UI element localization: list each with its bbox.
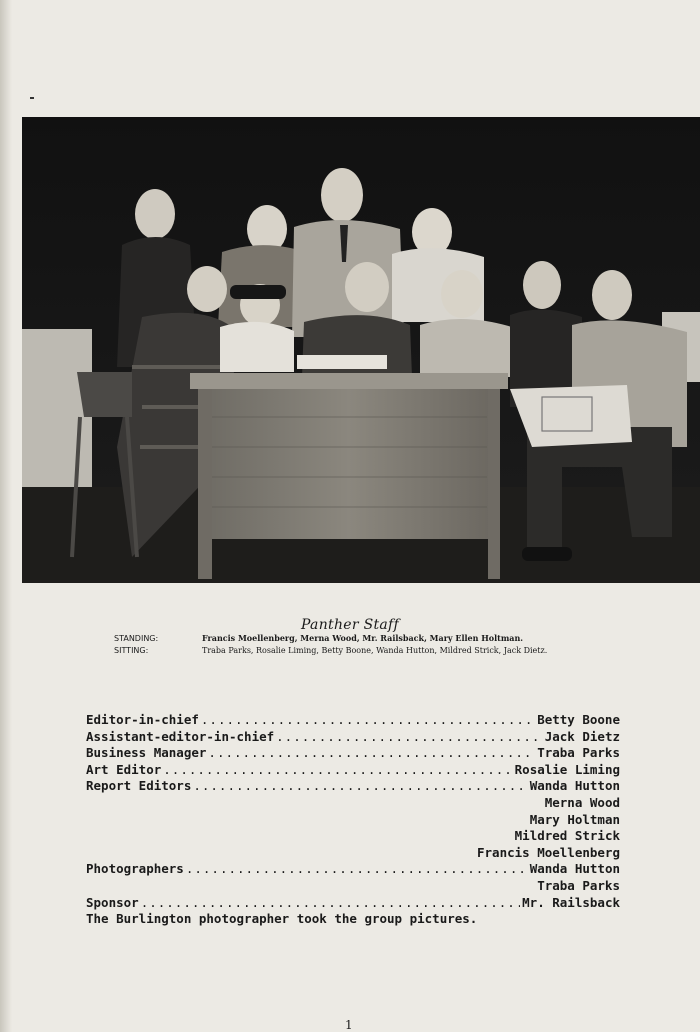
standing-names: Francis Moellenberg, Merna Wood, Mr. Railsback, Mary Ellen Holtman. bbox=[202, 633, 524, 643]
leader-dots bbox=[186, 861, 528, 876]
standing-label: STANDING: bbox=[114, 634, 159, 643]
staff-row bbox=[86, 729, 620, 746]
staff-role: Sponsor bbox=[86, 894, 139, 910]
staff-row bbox=[86, 745, 620, 762]
photo-caption-title: Panther Staff bbox=[300, 617, 400, 633]
leader-dots bbox=[208, 745, 535, 760]
staff-name: Rosalie Liming bbox=[514, 761, 620, 777]
page-binding-shadow bbox=[0, 0, 12, 1032]
staff-row bbox=[86, 878, 620, 895]
staff-list bbox=[86, 712, 620, 928]
staff-name: Betty Boone bbox=[537, 712, 620, 727]
staff-name: Traba Parks bbox=[537, 877, 620, 893]
staff-role: Editor-in-chief bbox=[86, 712, 199, 727]
staff-name: Mildred Strick bbox=[514, 828, 620, 844]
staff-row bbox=[86, 778, 620, 795]
print-mark bbox=[30, 97, 34, 99]
staff-name: Wanda Hutton bbox=[529, 861, 620, 877]
leader-dots bbox=[276, 729, 543, 744]
staff-row bbox=[86, 812, 620, 829]
staff-row bbox=[86, 845, 620, 862]
staff-role: Assistant-editor-in-chief bbox=[86, 728, 275, 744]
staff-role: Report Editors bbox=[86, 778, 192, 794]
leader-dots bbox=[201, 712, 535, 727]
sitting-label: SITTING: bbox=[114, 646, 149, 655]
staff-name: Mary Holtman bbox=[529, 811, 620, 827]
staff-name: Jack Dietz bbox=[544, 728, 620, 744]
staff-name: Traba Parks bbox=[537, 745, 620, 761]
leader-dots bbox=[163, 762, 512, 777]
staff-row bbox=[86, 712, 620, 729]
photographer-note: The Burlington photographer took the group pictures. bbox=[86, 911, 478, 927]
group-photo bbox=[22, 117, 700, 583]
leader-dots bbox=[193, 778, 527, 793]
staff-role: Photographers bbox=[86, 861, 184, 877]
staff-role: Business Manager bbox=[86, 745, 207, 761]
staff-role: Art Editor bbox=[86, 761, 162, 777]
staff-name: Wanda Hutton bbox=[529, 778, 620, 794]
staff-row bbox=[86, 795, 620, 812]
staff-name: Francis Moellenberg bbox=[477, 844, 620, 860]
staff-row bbox=[86, 762, 620, 779]
page-number: 1 bbox=[345, 1018, 353, 1032]
staff-row bbox=[86, 828, 620, 845]
staff-name: Mr. Railsback bbox=[522, 894, 620, 910]
staff-row bbox=[86, 861, 620, 878]
staff-name: Merna Wood bbox=[544, 794, 620, 810]
staff-row bbox=[86, 895, 620, 912]
leader-dots bbox=[141, 895, 520, 910]
sitting-names: Traba Parks, Rosalie Liming, Betty Boone, Wanda Hutton, Mildred Strick, Jack Dietz. bbox=[202, 646, 548, 655]
